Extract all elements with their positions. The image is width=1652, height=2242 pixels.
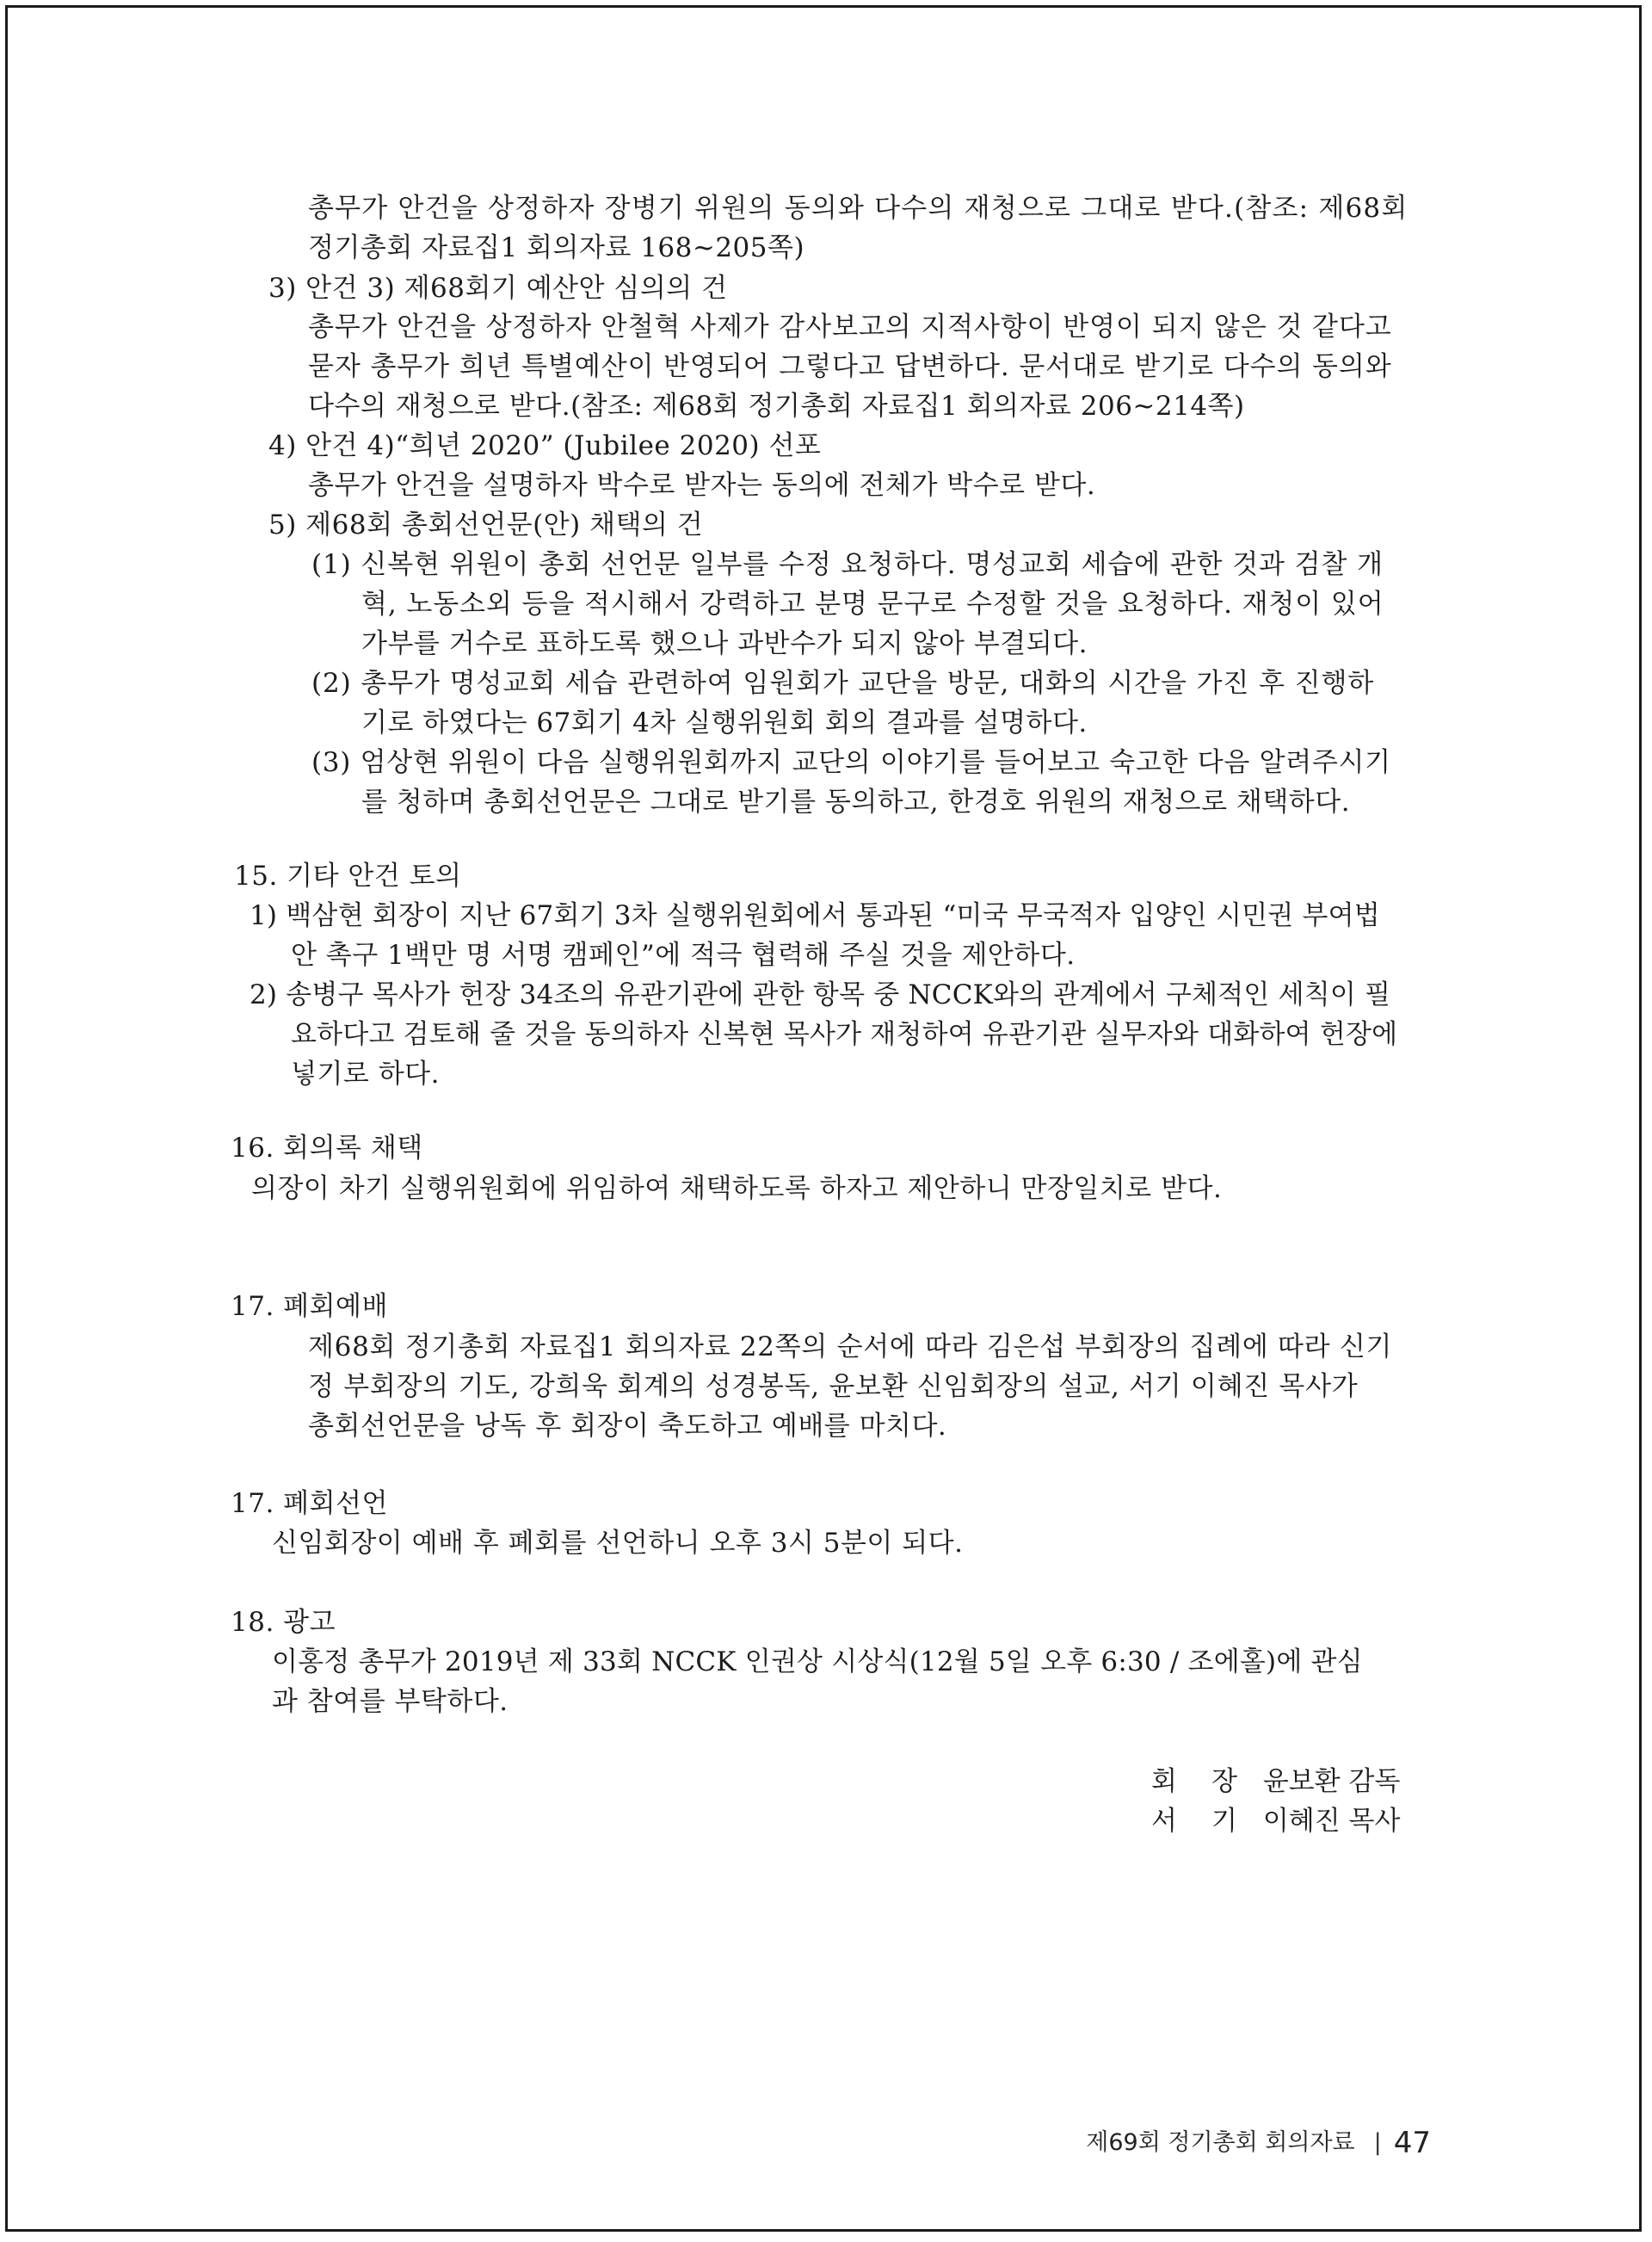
text-line: 이홍정 총무가 2019년 제 33회 NCCK 인권상 시상식(12월 5일 오후 6:30 / 조에홀)에 관심 xyxy=(272,1646,1363,1677)
text-line: (2) 총무가 명성교회 세습 관련하여 임원회가 교단을 방문, 대화의 시간을 가진 후 진행하 xyxy=(311,668,1375,699)
signature-name: 이혜진 목사 xyxy=(1262,1806,1401,1837)
signature-secretary xyxy=(1151,1804,1400,1838)
signature-president xyxy=(1151,1764,1400,1799)
footer-divider: | xyxy=(1373,2129,1382,2156)
text-line: 신임회장이 예배 후 폐회를 선언하니 오후 3시 5분이 되다. xyxy=(272,1528,964,1559)
signature-role: 서기 xyxy=(1151,1806,1272,1837)
text-line: 를 청하며 총회선언문은 그대로 받기를 동의하고, 한경호 위원의 재청으로 채택하다. xyxy=(361,787,1351,818)
text-line: 혁, 노동소외 등을 적시해서 강력하고 분명 문구로 수정할 것을 요청하다. 재청이 있어 xyxy=(361,589,1384,620)
text-line: 과 참여를 부탁하다. xyxy=(272,1686,509,1717)
text-line: 가부를 거수로 표하도록 했으나 과반수가 되지 않아 부결되다. xyxy=(361,628,1088,659)
sub-item-heading: 3) 안건 3) 제68회기 예산안 심의의 건 xyxy=(268,273,728,304)
section-heading: 16. 회의록 채택 xyxy=(231,1133,423,1164)
text-line: 넣기로 하다. xyxy=(291,1059,440,1090)
sub-item-heading: 4) 안건 4)“희년 2020” (Jubilee 2020) 선포 xyxy=(268,430,822,461)
text-line: 총무가 안건을 상정하자 안철혁 사제가 감사보고의 지적사항이 반영이 되지 않은 것 같다고 xyxy=(308,312,1392,343)
text-line: 묻자 총무가 희년 특별예산이 반영되어 그렇다고 답변하다. 문서대로 받기로 다수의 동의와 xyxy=(308,351,1392,382)
text-line: 총무가 안건을 설명하자 박수로 받자는 동의에 전체가 박수로 받다. xyxy=(308,470,1096,501)
text-line: 1) 백삼현 회장이 지난 67회기 3차 실행위원회에서 통과된 “미국 무국적자 입양인 시민권 부여법 xyxy=(250,900,1380,931)
page-number: 47 xyxy=(1393,2126,1431,2160)
text-line: 총회선언문을 낭독 후 회장이 축도하고 예배를 마치다. xyxy=(308,1411,947,1442)
text-line: 안 촉구 1백만 명 서명 캠페인”에 적극 협력해 주실 것을 제안하다. xyxy=(291,940,1076,971)
text-line: 정기총회 자료집1 회의자료 168~205쪽) xyxy=(308,232,805,263)
text-line: 정 부회장의 기도, 강희욱 회계의 성경봉독, 윤보환 신임회장의 설교, 서기 이혜진 목사가 xyxy=(308,1371,1359,1402)
text-line: 다수의 재청으로 받다.(참조: 제68회 정기총회 자료집1 회의자료 206~214쪽) xyxy=(308,391,1245,422)
signature-name: 윤보환 감독 xyxy=(1262,1766,1401,1797)
text-line: (3) 엄상현 위원이 다음 실행위원회까지 교단의 이야기를 들어보고 숙고한 다음 알려주시기 xyxy=(311,747,1391,778)
text-line: 기로 하였다는 67회기 4차 실행위원회 회의 결과를 설명하다. xyxy=(361,707,1088,738)
text-line: 요하다고 검토해 줄 것을 동의하자 신복현 목사가 재청하여 유관기관 실무자와 대화하여 헌장에 xyxy=(291,1019,1398,1050)
section-heading: 18. 광고 xyxy=(231,1607,336,1638)
section-heading: 17. 폐회선언 xyxy=(231,1488,388,1519)
text-line: 의장이 차기 실행위원회에 위임하여 채택하도록 하자고 제안하니 만장일치로 받다. xyxy=(251,1173,1223,1204)
page-footer xyxy=(1086,2126,1431,2160)
signature-role: 회장 xyxy=(1151,1766,1272,1797)
text-line: 총무가 안건을 상정하자 장병기 위원의 동의와 다수의 재청으로 그대로 받다.(참조: 제68회 xyxy=(308,193,1409,224)
section-heading: 17. 폐회예배 xyxy=(231,1291,388,1322)
sub-item-heading: 5) 제68회 총회선언문(안) 채택의 건 xyxy=(268,510,704,540)
text-line: 2) 송병구 목사가 헌장 34조의 유관기관에 관한 항목 중 NCCK와의 관계에서 구체적인 세칙이 필 xyxy=(250,979,1391,1010)
footer-title: 제69회 정기총회 회의자료 xyxy=(1086,2129,1355,2156)
text-line: (1) 신복현 위원이 총회 선언문 일부를 수정 요청하다. 명성교회 세습에 관한 것과 검찰 개 xyxy=(311,549,1384,580)
text-line: 제68회 정기총회 자료집1 회의자료 22쪽의 순서에 따라 김은섭 부회장의 집례에 따라 신기 xyxy=(308,1331,1393,1362)
section-heading: 15. 기타 안건 토의 xyxy=(234,861,462,892)
